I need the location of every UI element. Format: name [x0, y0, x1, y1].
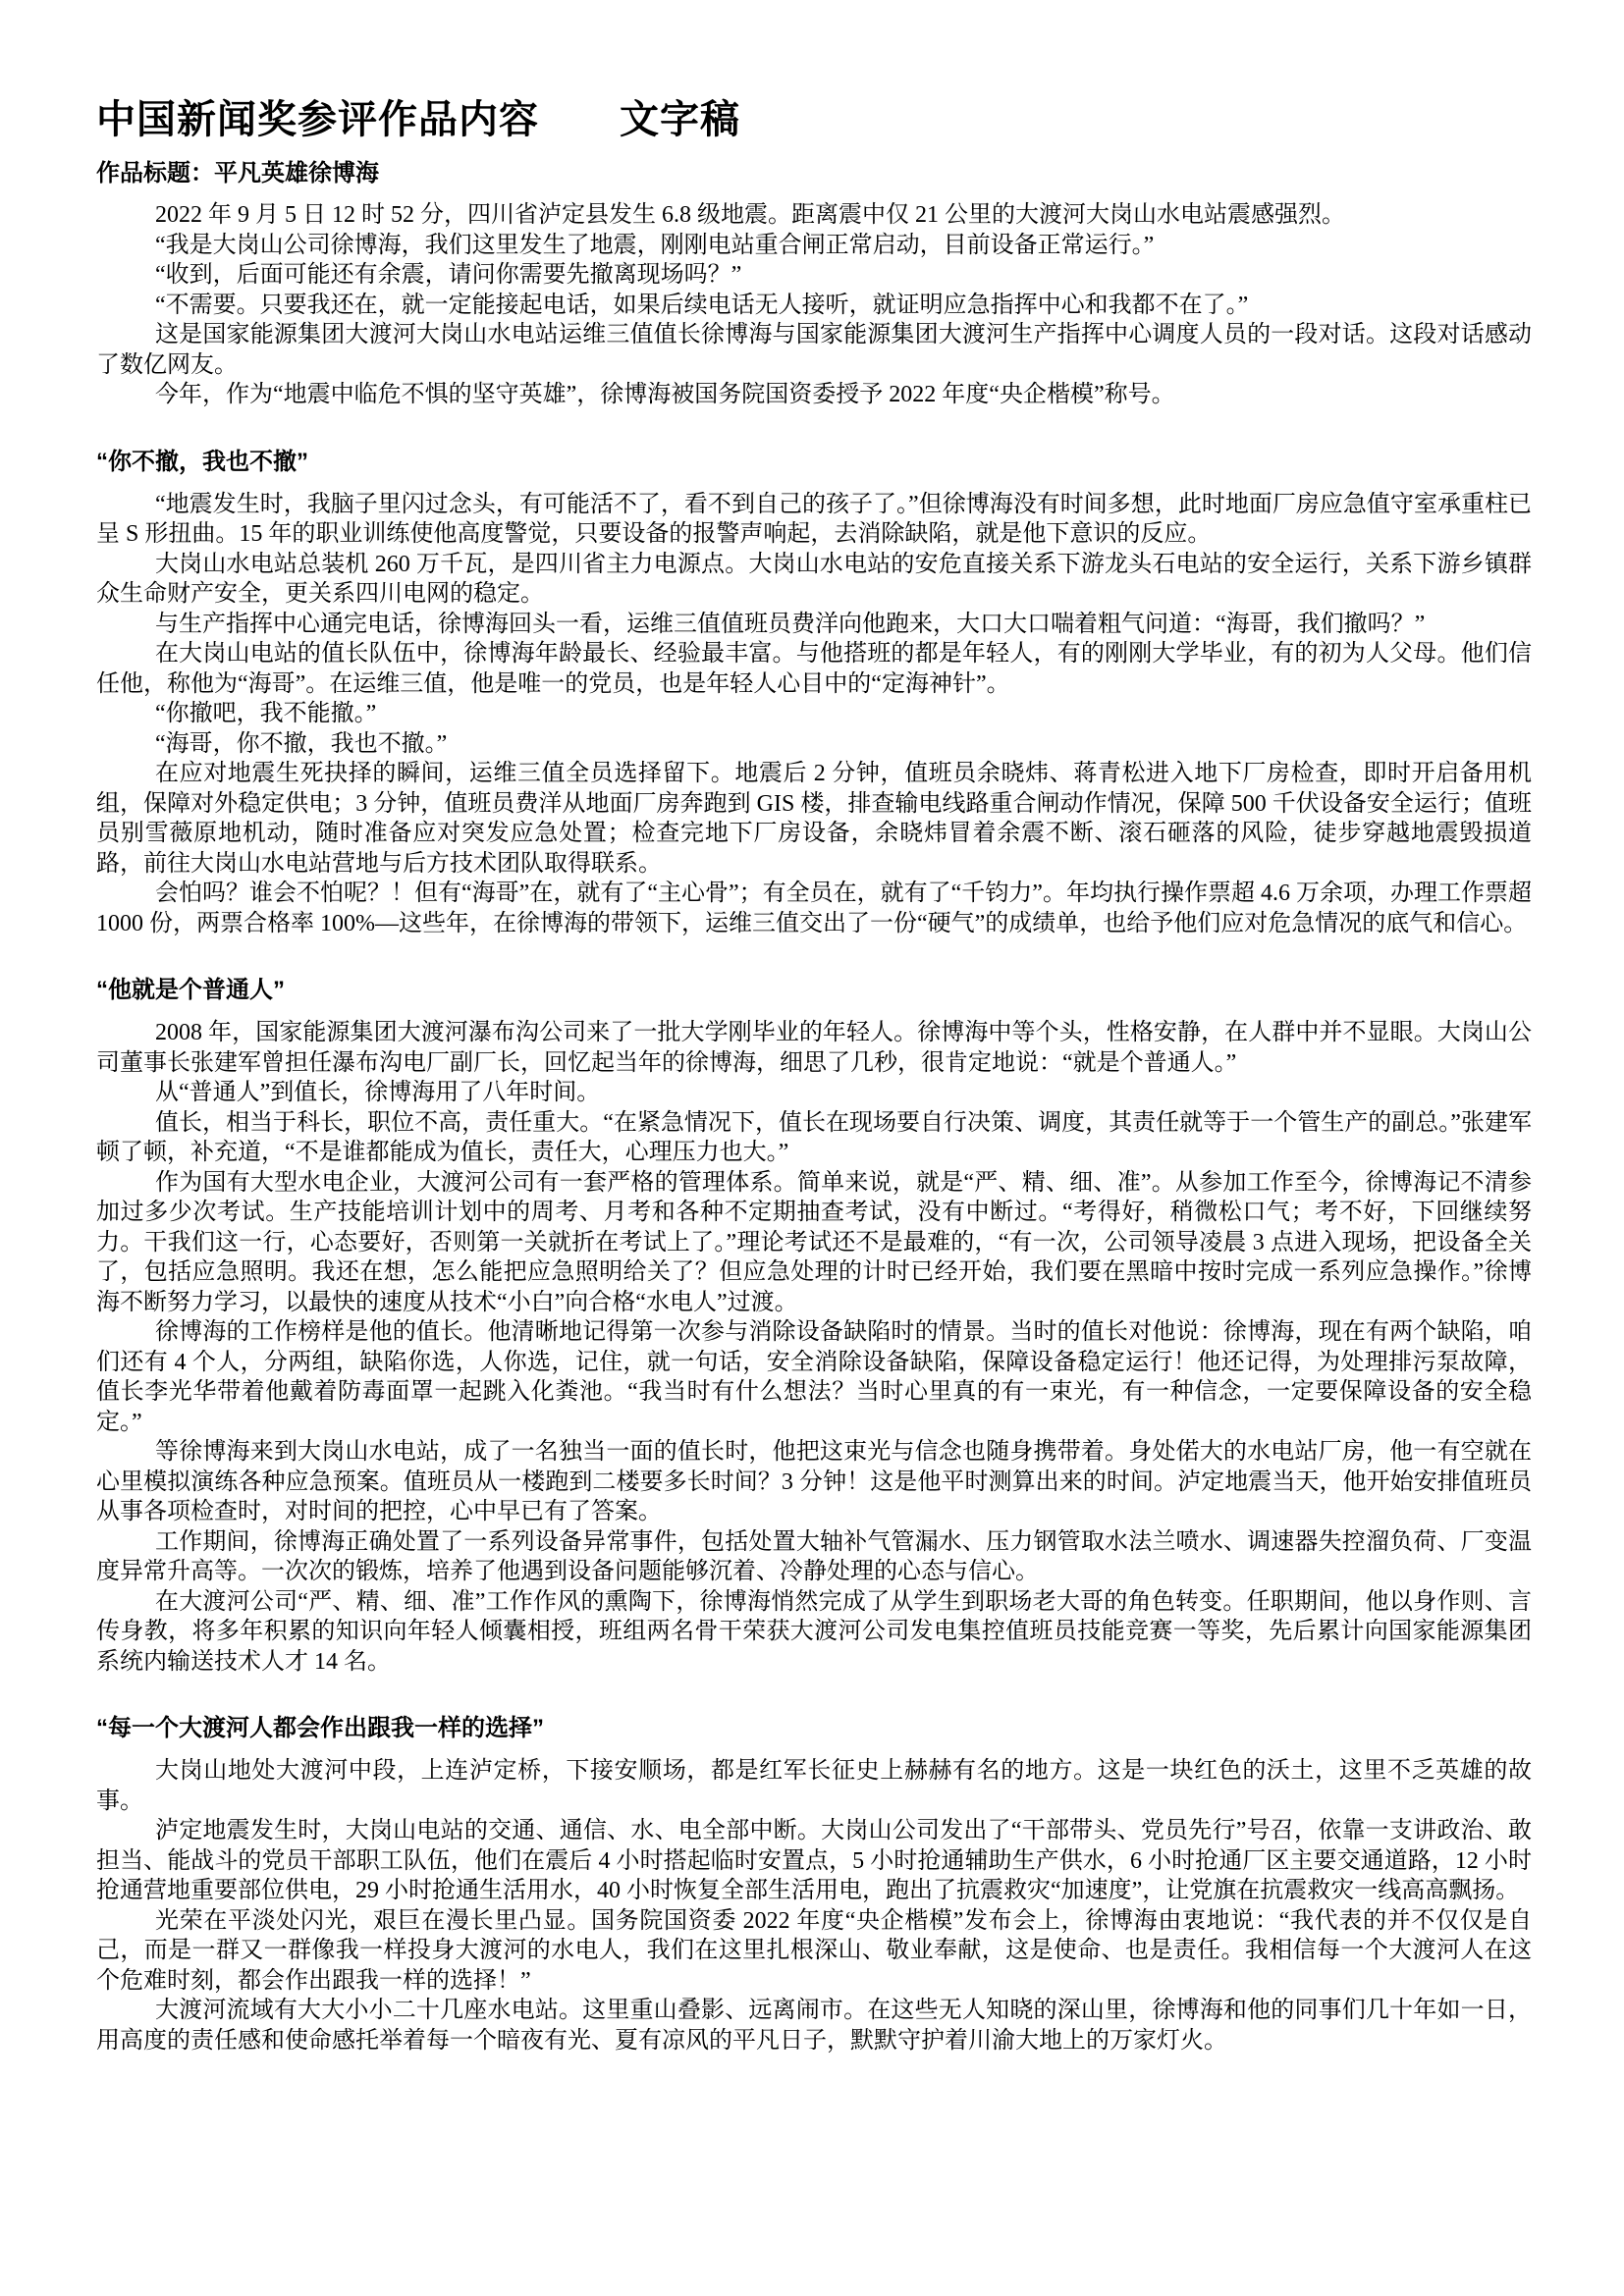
body-paragraph: 徐博海的工作榜样是他的值长。他清晰地记得第一次参与消除设备缺陷时的情景。当时的值长对他说：徐博海，现在有两个缺陷，咱们还有 4 个人，分两组，缺陷你选，人你选，记住，就一句话，安全消除设备缺陷，保障设备稳定运行！他还记得，为处理排污泵故障，值长李光华带着他戴着防毒面罩一起跳入化粪池。“我当时有什么想法？当时心里真的有一束光，有一种信念，一定要保障设备的安全稳定。” [96, 1319, 1532, 1435]
section-you-dont-retreat [96, 447, 1532, 939]
body-paragraph: 大渡河流域有大大小小二十几座水电站。这里重山叠影、远离闹市。在这些无人知晓的深山里，徐博海和他的同事们几十年如一日，用高度的责任感和使命感托举着每一个暗夜有光、夏有凉风的平凡日子，默默守护着川渝大地上的万家灯火。 [96, 1998, 1532, 2054]
body-paragraph: 光荣在平淡处闪光，艰巨在漫长里凸显。国务院国资委 2022 年度“央企楷模”发布会上，徐博海由衷地说：“我代表的并不仅仅是自己，而是一群又一群像我一样投身大渡河的水电人，我们在这里扎根深山、敬业奉献，这是使命、也是责任。我相信每一个大渡河人在这个危难时刻，都会作出跟我一样的选择！” [96, 1907, 1532, 1994]
body-paragraph: 泸定地震发生时，大岗山电站的交通、通信、水、电全部中断。大岗山公司发出了“干部带头、党员先行”号召，依靠一支讲政治、敢担当、能战斗的党员干部职工队伍，他们在震后 4 小时搭起临时安置点，5 小时抢通辅助生产供水，6 小时抢通厂区主要交通道路，12 小时抢通营地重要部位供电，29 小时抢通生活用水，40 小时恢复全部生活用电，跑出了抗震救灾“加速度”，让党旗在抗震救灾一线高高飘扬。 [96, 1818, 1532, 1903]
document-body [96, 200, 1532, 2056]
section-heading: “每一个大渡河人都会作出跟我一样的选择” [96, 1715, 544, 1741]
body-paragraph: 等徐博海来到大岗山水电站，成了一名独当一面的值长时，他把这束光与信念也随身携带着。身处偌大的水电站厂房，他一有空就在心里模拟演练各种应急预案。值班员从一楼跑到二楼要多长时间？3 分钟！这是他平时测算出来的时间。泸定地震当天，他开始安排值班员从事各项检查时，对时间的把控，心中早已有了答案。 [96, 1439, 1532, 1524]
body-paragraph: 在大渡河公司“严、精、细、准”工作作风的熏陶下，徐博海悄然完成了从学生到职场老大哥的角色转变。任职期间，他以身作则、言传身教，将多年积累的知识向年轻人倾囊相授，班组两名骨干荣获大渡河公司发电集控值班员技能竞赛一等奖，先后累计向国家能源集团系统内输送技术人才 14 名。 [96, 1588, 1532, 1675]
body-paragraph: 在应对地震生死抉择的瞬间，运维三值全员选择留下。地震后 2 分钟，值班员余晓炜、蒋青松进入地下厂房检查，即时开启备用机组，保障对外稳定供电；3 分钟，值班员费洋从地面厂房奔跑到 GIS 楼，排查输电线路重合闸动作情况，保障 500 千伏设备安全运行；值班员别雪薇原地机动，随时准备应对突发应急处置；检查完地下厂房设备，余晓炜冒着余震不断、滚石砸落的风险，徒步穿越地震毁损道路，前往大岗山水电站营地与后方技术团队取得联系。 [96, 761, 1532, 877]
body-paragraph: “不需要。只要我还在，就一定能接起电话，如果后续电话无人接听，就证明应急指挥中心和我都不在了。” [155, 292, 1249, 318]
document-title: 中国新闻奖参评作品内容 文字稿 [96, 98, 740, 141]
body-paragraph: 工作期间，徐博海正确处置了一系列设备异常事件，包括处置大轴补气管漏水、压力钢管取水法兰喷水、调速器失控溜负荷、厂变温度异常升高等。一次次的锻炼，培养了他遇到设备问题能够沉着、冷静处理的心态与信心。 [96, 1528, 1532, 1584]
body-paragraph: 今年，作为“地震中临危不惧的坚守英雄”，徐博海被国务院国资委授予 2022 年度“央企楷模”称号。 [155, 382, 1175, 407]
section-intro [96, 200, 1532, 410]
section-same-choice [96, 1713, 1532, 2056]
body-paragraph: 2022 年 9 月 5 日 12 时 52 分，四川省泸定县发生 6.8 级地震。距离震中仅 21 公里的大渡河大岗山水电站震感强烈。 [155, 202, 1345, 228]
body-paragraph: 会怕吗？谁会不怕呢？！但有“海哥”在，就有了“主心骨”；有全员在，就有了“千钧力”。年均执行操作票超 4.6 万余项，办理工作票超 1000 份，两票合格率 100%—这些年，在徐博海的带领下，运维三值交出了一份“硬气”的成绩单，也给予他们应对危急情况的底气和信心。 [96, 881, 1532, 936]
body-paragraph: 作为国有大型水电企业，大渡河公司有一套严格的管理体系。简单来说，就是“严、精、细、准”。从参加工作至今，徐博海记不清参加过多少次考试。生产技能培训计划中的周考、月考和各种不定期抽查考试，没有中断过。“考得好，稍微松口气；考不好，下回继续努力。干我们这一行，心态要好，否则第一关就折在考试上了。”理论考试还不是最难的，“有一次，公司领导凌晨 3 点进入现场，把设备全关了，包括应急照明。我还在想，怎么能把应急照明给关了？但应急处理的计时已经开始，我们要在黑暗中按时完成一系列应急操作。”徐博海不断努力学习，以最快的速度从技术“小白”向合格“水电人”过渡。 [96, 1169, 1532, 1315]
body-paragraph: 值长，相当于科长，职位不高，责任重大。“在紧急情况下，值长在现场要自行决策、调度，其责任就等于一个管生产的副总。”张建军顿了顿，补充道，“不是谁都能成为值长，责任大，心理压力也大。” [96, 1109, 1532, 1165]
body-paragraph: “收到，后面可能还有余震，请问你需要先撤离现场吗？” [155, 262, 742, 288]
body-paragraph: 2008 年，国家能源集团大渡河瀑布沟公司来了一批大学刚毕业的年轻人。徐博海中等个头，性格安静，在人群中并不显眼。大岗山公司董事长张建军曾担任瀑布沟电厂副厂长，回忆起当年的徐博海，细思了几秒，很肯定地说：“就是个普通人。” [96, 1020, 1532, 1076]
body-paragraph: 大岗山地处大渡河中段，上连泸定桥，下接安顺场，都是红军长征史上赫赫有名的地方。这是一块红色的沃土，这里不乏英雄的故事。 [96, 1758, 1532, 1814]
body-paragraph: 从“普通人”到值长，徐博海用了八年时间。 [155, 1080, 601, 1105]
body-paragraph: “我是大岗山公司徐博海，我们这里发生了地震，刚刚电站重合闸正常启动，目前设备正常运行。” [155, 232, 1155, 258]
body-paragraph: 与生产指挥中心通完电话，徐博海回头一看，运维三值值班员费洋向他跑来，大口大口喘着粗气问道：“海哥，我们撤吗？” [155, 611, 1426, 637]
body-paragraph: 大岗山水电站总装机 260 万千瓦，是四川省主力电源点。大岗山水电站的安危直接关系下游龙头石电站的安全运行，关系下游乡镇群众生命财产安全，更关系四川电网的稳定。 [96, 551, 1532, 607]
body-paragraph: 这是国家能源集团大渡河大岗山水电站运维三值值长徐博海与国家能源集团大渡河生产指挥中心调度人员的一段对话。这段对话感动了数亿网友。 [96, 322, 1532, 378]
body-paragraph: 在大岗山电站的值长队伍中，徐博海年龄最长、经验最丰富。与他搭班的都是年轻人，有的刚刚大学毕业，有的初为人父母。他们信任他，称他为“海哥”。在运维三值，他是唯一的党员，也是年轻人心目中的“定海神针”。 [96, 641, 1532, 697]
work-title: 作品标题：平凡英雄徐博海 [96, 160, 379, 187]
body-paragraph: “你撤吧，我不能撤。” [155, 701, 377, 726]
body-paragraph: “海哥，你不撤，我也不撤。” [155, 730, 448, 757]
section-ordinary-person [96, 975, 1532, 1677]
body-paragraph: “地震发生时，我脑子里闪过念头，有可能活不了，看不到自己的孩子了。”但徐博海没有时间多想，此时地面厂房应急值守室承重柱已呈 S 形扭曲。15 年的职业训练使他高度警觉，只要设备的报警声响起，去消除缺陷，就是他下意识的反应。 [96, 491, 1532, 547]
section-heading: “他就是个普通人” [96, 977, 285, 1003]
section-heading: “你不撤，我也不撤” [96, 448, 308, 475]
